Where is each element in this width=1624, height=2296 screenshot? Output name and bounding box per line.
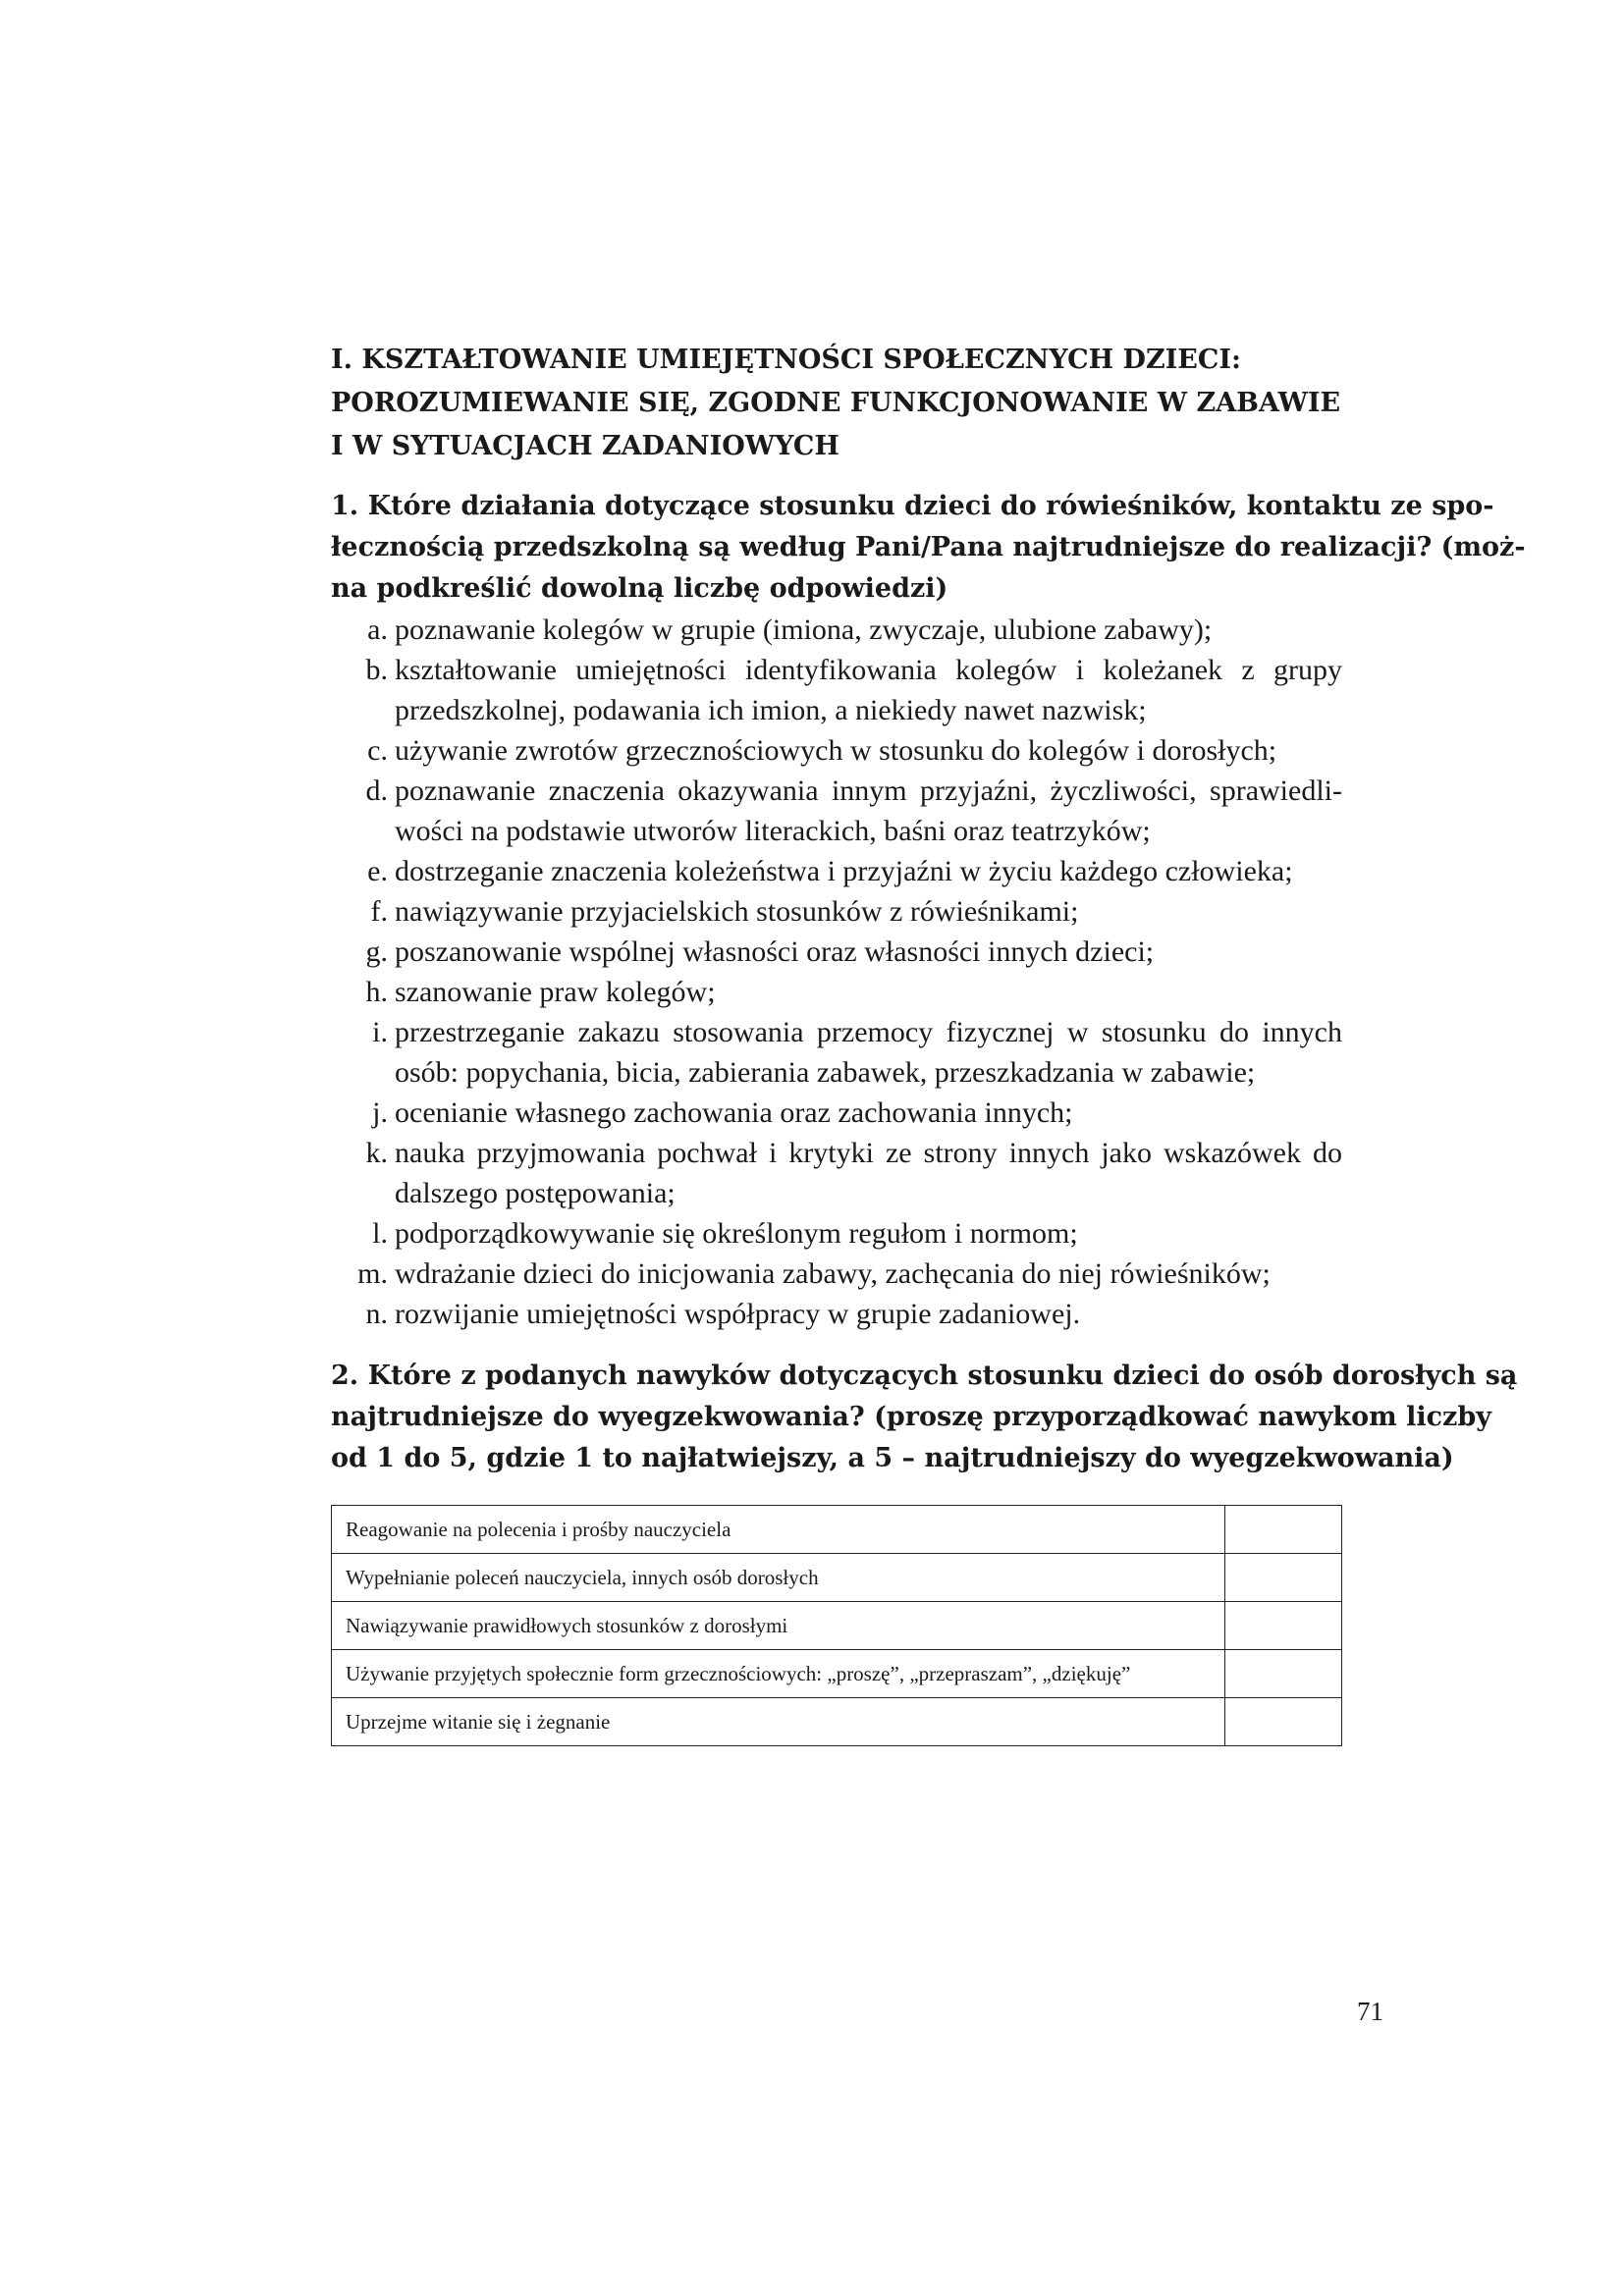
score-cell[interactable] (1225, 1554, 1342, 1602)
answer-item-m[interactable] (331, 1254, 1342, 1294)
table-row (332, 1506, 1342, 1554)
answer-item-g[interactable] (331, 932, 1342, 972)
section-heading-line: I W SYTUACJACH ZADANIOWYCH (331, 431, 839, 461)
question-1-line: łecznością przedszkolną są według Pani/Pana najtrudniejsze do realizacji? (moż- (331, 532, 1526, 562)
answer-text: kształtowanie umiejętności identyfikowania kolegów i koleżanek z grupy przedszkolnej, podawania ich imion, a niekiedy nawet nazwisk; (395, 654, 1342, 726)
answer-item-l[interactable] (331, 1213, 1342, 1254)
answer-text: poszanowanie wspólnej własności oraz własności innych dzieci; (395, 935, 1155, 968)
answer-letter: l. (372, 1217, 388, 1250)
table-row (332, 1554, 1342, 1602)
table-row (332, 1650, 1342, 1698)
habit-cell: Nawiązywanie prawidłowych stosunków z dorosłymi (332, 1602, 1225, 1650)
question-1 (331, 486, 1526, 610)
answer-text: poznawanie kolegów w grupie (imiona, zwyczaje, ulubione zabawy); (395, 614, 1213, 646)
answer-item-f[interactable] (331, 891, 1342, 932)
score-cell[interactable] (1225, 1650, 1342, 1698)
answer-item-b[interactable] (331, 650, 1342, 730)
habit-cell: Używanie przyjętych społecznie form grzecznościowych: „proszę”, „przepraszam”, „dziękuję” (332, 1650, 1225, 1698)
question-1-line: na podkreślić dowolną liczbę odpowiedzi) (331, 573, 948, 604)
answer-text: ocenianie własnego zachowania oraz zachowania innych; (395, 1096, 1073, 1129)
answer-text: przestrzeganie zakazu stosowania przemocy fizycznej w stosunku do innych osób: popychania, bicia, zabierania zabawek, przeszkadzania w zabawie; (395, 1016, 1342, 1089)
answer-letter: k. (365, 1137, 388, 1169)
habits-table (331, 1505, 1342, 1746)
table-row (332, 1602, 1342, 1650)
answer-text: dostrzeganie znaczenia koleżeństwa i przyjaźni w życiu każdego człowieka; (395, 855, 1293, 887)
answer-text: nawiązywanie przyjacielskich stosunków z rówieśnikami; (395, 895, 1079, 928)
answer-text: używanie zwrotów grzecznościowych w stosunku do kolegów i dorosłych; (395, 734, 1277, 767)
answer-item-e[interactable] (331, 851, 1342, 891)
answer-item-a[interactable] (331, 610, 1342, 650)
answer-letter: e. (367, 855, 388, 887)
answer-text: szanowanie praw kolegów; (395, 976, 716, 1008)
question-2 (331, 1356, 1518, 1479)
habit-cell: Wypełnianie poleceń nauczyciela, innych osób dorosłych (332, 1554, 1225, 1602)
answer-letter: b. (365, 654, 388, 686)
score-cell[interactable] (1225, 1506, 1342, 1554)
answer-letter: h. (365, 976, 388, 1008)
question-1-line: 1. Które działania dotyczące stosunku dzieci do rówieśników, kontaktu ze spo- (331, 491, 1494, 521)
habit-cell: Uprzejme witanie się i żegnanie (332, 1698, 1225, 1746)
answer-letter: d. (365, 774, 388, 807)
answer-item-k[interactable] (331, 1133, 1342, 1213)
page-content (331, 339, 1526, 1746)
score-cell[interactable] (1225, 1698, 1342, 1746)
answer-text: rozwijanie umiejętności współpracy w grupie zadaniowej. (395, 1298, 1081, 1330)
answer-letter: i. (372, 1016, 388, 1048)
score-cell[interactable] (1225, 1602, 1342, 1650)
answer-text: wdrażanie dzieci do inicjowania zabawy, zachęcania do niej rówieśników; (395, 1257, 1271, 1290)
answer-item-j[interactable] (331, 1093, 1342, 1133)
question-2-line: od 1 do 5, gdzie 1 to najłatwiejszy, a 5 – najtrudniejszy do wyegzekwowania) (331, 1443, 1454, 1473)
answer-item-d[interactable] (331, 771, 1342, 851)
answer-item-i[interactable] (331, 1012, 1342, 1093)
answer-text: nauka przyjmowania pochwał i krytyki ze strony innych jako wskazówek do dalszego postępowania; (395, 1137, 1342, 1209)
answer-item-n[interactable] (331, 1294, 1342, 1334)
section-heading-line: POROZUMIEWANIE SIĘ, ZGODNE FUNKCJONOWANIE W ZABAWIE (331, 388, 1341, 418)
answer-letter: j. (372, 1096, 388, 1129)
answer-letter: c. (367, 734, 388, 767)
answer-letter: g. (365, 935, 388, 968)
answer-letter: f. (370, 895, 388, 928)
answer-text: podporządkowywanie się określonym regułom i normom; (395, 1217, 1078, 1250)
table-row (332, 1698, 1342, 1746)
answer-letter: m. (357, 1257, 388, 1290)
answer-letter: n. (365, 1298, 388, 1330)
question-2-line: 2. Które z podanych nawyków dotyczących stosunku dzieci do osób dorosłych są (331, 1361, 1518, 1391)
section-heading-line: I. KSZTAŁTOWANIE UMIEJĘTNOŚCI SPOŁECZNYCH DZIECI: (331, 345, 1241, 375)
answer-letter: a. (367, 614, 388, 646)
answer-item-c[interactable] (331, 730, 1342, 771)
question-2-line: najtrudniejsze do wyegzekwowania? (proszę przyporządkować nawykom liczby (331, 1402, 1491, 1432)
section-heading (331, 339, 1342, 468)
answer-list (331, 610, 1342, 1334)
answer-item-h[interactable] (331, 972, 1342, 1012)
page-number: 71 (1357, 1997, 1383, 2026)
answer-text: poznawanie znaczenia okazywania innym przyjaźni, życzliwości, sprawiedli-wości na podstawie utworów literackich, baśni oraz teatrzyków; (395, 774, 1342, 847)
habit-cell: Reagowanie na polecenia i prośby nauczyciela (332, 1506, 1225, 1554)
